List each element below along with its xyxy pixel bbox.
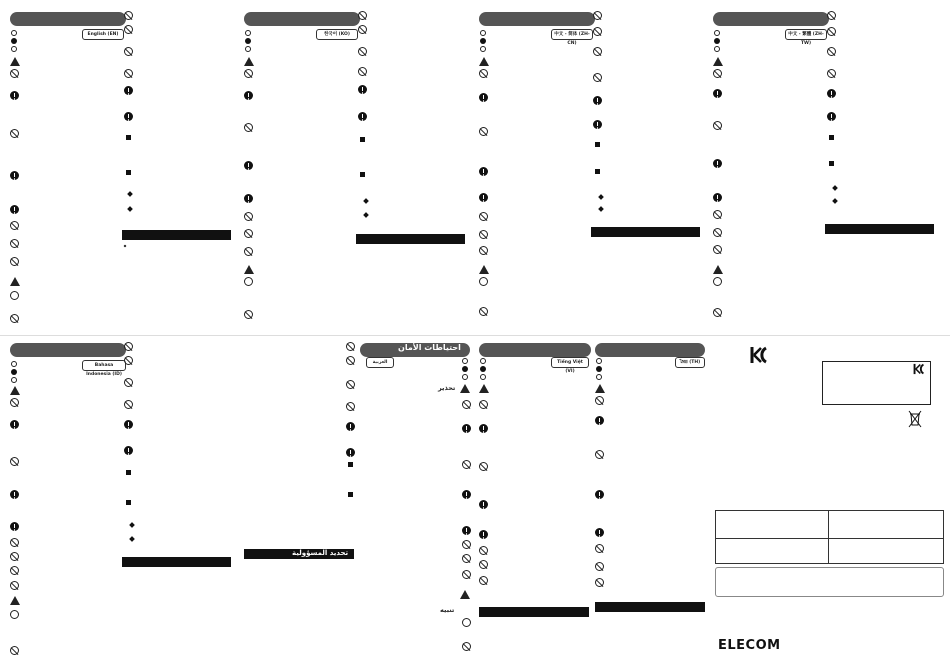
liability-heading: تحديد المسؤولية bbox=[292, 549, 349, 557]
prohibited-icon bbox=[462, 642, 471, 651]
mandatory-icon bbox=[462, 526, 471, 535]
mandatory-icon bbox=[479, 193, 488, 202]
section-title-bar bbox=[479, 607, 589, 617]
language-label: العربية bbox=[366, 357, 394, 368]
prohibited-icon bbox=[479, 246, 488, 255]
prohibited-icon bbox=[358, 67, 367, 76]
caution-icon bbox=[11, 46, 17, 52]
mandatory-icon bbox=[10, 420, 19, 429]
mandatory-icon bbox=[713, 159, 722, 168]
mandatory-icon bbox=[827, 89, 836, 98]
language-label: 한국어 (KO) bbox=[316, 29, 358, 40]
prohibited-icon bbox=[462, 540, 471, 549]
language-label: ไทย (TH) bbox=[675, 357, 705, 368]
prohibited-icon bbox=[11, 361, 17, 367]
language-label: Tiếng Việt (VI) bbox=[551, 357, 589, 368]
section-bullet bbox=[595, 169, 600, 174]
safety-precautions-title: احتياطات الأمان bbox=[398, 343, 461, 352]
mandatory-icon bbox=[593, 96, 602, 105]
prohibited-icon bbox=[479, 576, 488, 585]
prohibited-icon bbox=[479, 212, 488, 221]
panel-arabic-left bbox=[242, 340, 356, 660]
prohibited-icon bbox=[10, 257, 19, 266]
mandatory-icon bbox=[713, 89, 722, 98]
prohibited-icon bbox=[714, 30, 720, 36]
mandatory-icon bbox=[10, 490, 19, 499]
prohibited-icon bbox=[596, 358, 602, 364]
prohibited-icon bbox=[10, 221, 19, 230]
kc-mark-small-icon bbox=[912, 362, 926, 376]
warning-triangle-icon bbox=[713, 57, 723, 66]
prohibited-icon bbox=[827, 69, 836, 78]
mandatory-icon bbox=[596, 366, 602, 372]
mandatory-icon bbox=[244, 91, 253, 100]
mandatory-icon bbox=[462, 366, 468, 372]
prohibited-icon bbox=[595, 450, 604, 459]
mandatory-icon bbox=[595, 416, 604, 425]
prohibited-icon bbox=[10, 581, 19, 590]
prohibited-icon bbox=[10, 398, 19, 407]
mandatory-icon bbox=[124, 446, 133, 455]
prohibited-icon bbox=[479, 307, 488, 316]
section-bullet bbox=[829, 135, 834, 140]
language-label: Bahasa Indonesia (ID) bbox=[82, 360, 126, 371]
caution-icon bbox=[10, 610, 19, 619]
mandatory-icon bbox=[124, 86, 133, 95]
prohibited-icon bbox=[462, 460, 471, 469]
prohibited-icon bbox=[595, 578, 604, 587]
warning-triangle-icon bbox=[244, 57, 254, 66]
list-bullet bbox=[363, 212, 369, 218]
caution-icon bbox=[10, 291, 19, 300]
warning-triangle-icon bbox=[713, 265, 723, 274]
prohibited-icon bbox=[124, 25, 133, 34]
prohibited-icon bbox=[593, 73, 602, 82]
prohibited-icon bbox=[124, 47, 133, 56]
warning-triangle-icon bbox=[479, 265, 489, 274]
warning-triangle-icon bbox=[10, 596, 20, 605]
mandatory-icon bbox=[245, 38, 251, 44]
prohibited-icon bbox=[827, 11, 836, 20]
mandatory-icon bbox=[480, 38, 486, 44]
caution-icon bbox=[462, 618, 471, 627]
caution-icon bbox=[244, 277, 253, 286]
panel-header-bar bbox=[10, 343, 126, 357]
prohibited-icon bbox=[713, 121, 722, 130]
kc-mark-icon bbox=[748, 344, 770, 366]
prohibited-icon bbox=[244, 247, 253, 256]
mandatory-icon bbox=[462, 424, 471, 433]
table-divider-horizontal bbox=[715, 538, 943, 539]
warning-triangle-icon bbox=[595, 384, 605, 393]
list-bullet bbox=[832, 198, 838, 204]
table-divider-vertical bbox=[828, 510, 829, 563]
panel-thai bbox=[593, 340, 707, 660]
prohibited-icon bbox=[244, 212, 253, 221]
warning-triangle-icon bbox=[479, 384, 489, 393]
weee-bin-icon bbox=[908, 410, 922, 428]
panel-header-bar bbox=[10, 12, 126, 26]
section-title-bar bbox=[825, 224, 934, 234]
caution-heading: تنبيه bbox=[440, 606, 455, 614]
mandatory-icon bbox=[11, 38, 17, 44]
section-title-bar bbox=[591, 227, 700, 237]
warning-triangle-icon bbox=[244, 265, 254, 274]
prohibited-icon bbox=[713, 69, 722, 78]
prohibited-icon bbox=[713, 245, 722, 254]
notice-box bbox=[715, 567, 944, 597]
prohibited-icon bbox=[462, 358, 468, 364]
prohibited-icon bbox=[827, 27, 836, 36]
section-bullet bbox=[126, 500, 131, 505]
panel-vietnamese bbox=[477, 340, 591, 660]
warning-triangle-icon bbox=[10, 386, 20, 395]
list-bullet bbox=[124, 245, 127, 248]
prohibited-icon bbox=[124, 342, 133, 351]
prohibited-icon bbox=[10, 552, 19, 561]
mandatory-icon bbox=[10, 522, 19, 531]
prohibited-icon bbox=[480, 358, 486, 364]
prohibited-icon bbox=[124, 11, 133, 20]
prohibited-icon bbox=[346, 380, 355, 389]
info-table bbox=[715, 510, 944, 564]
prohibited-icon bbox=[595, 396, 604, 405]
section-bullet bbox=[360, 172, 365, 177]
list-bullet bbox=[129, 536, 135, 542]
caution-icon bbox=[596, 374, 602, 380]
panel-arabic-right bbox=[358, 340, 472, 660]
prohibited-icon bbox=[595, 562, 604, 571]
prohibited-icon bbox=[244, 229, 253, 238]
section-bullet bbox=[348, 492, 353, 497]
panel-certification bbox=[714, 340, 944, 670]
elecom-logo: ELECOM bbox=[718, 638, 781, 653]
prohibited-icon bbox=[593, 11, 602, 20]
mandatory-icon bbox=[479, 530, 488, 539]
mandatory-icon bbox=[358, 85, 367, 94]
prohibited-icon bbox=[358, 25, 367, 34]
prohibited-icon bbox=[10, 646, 19, 655]
mandatory-icon bbox=[124, 112, 133, 121]
panel-header-bar bbox=[244, 12, 360, 26]
prohibited-icon bbox=[827, 47, 836, 56]
prohibited-icon bbox=[358, 47, 367, 56]
prohibited-icon bbox=[462, 400, 471, 409]
caution-icon bbox=[462, 374, 468, 380]
prohibited-icon bbox=[10, 457, 19, 466]
prohibited-icon bbox=[244, 69, 253, 78]
prohibited-icon bbox=[479, 230, 488, 239]
mandatory-icon bbox=[595, 490, 604, 499]
mandatory-icon bbox=[244, 194, 253, 203]
prohibited-icon bbox=[346, 342, 355, 351]
mandatory-icon bbox=[479, 167, 488, 176]
prohibited-icon bbox=[11, 30, 17, 36]
prohibited-icon bbox=[462, 570, 471, 579]
section-bullet bbox=[360, 137, 365, 142]
caution-icon bbox=[245, 46, 251, 52]
panel-header-bar bbox=[479, 343, 591, 357]
section-bullet bbox=[126, 470, 131, 475]
prohibited-icon bbox=[595, 544, 604, 553]
language-label: English (EN) bbox=[82, 29, 124, 40]
section-bullet bbox=[595, 142, 600, 147]
mandatory-icon bbox=[479, 424, 488, 433]
mandatory-icon bbox=[10, 171, 19, 180]
section-bullet bbox=[126, 170, 131, 175]
prohibited-icon bbox=[713, 228, 722, 237]
prohibited-icon bbox=[124, 356, 133, 365]
prohibited-icon bbox=[479, 560, 488, 569]
warning-triangle-icon bbox=[460, 384, 470, 393]
warning-triangle-icon bbox=[479, 57, 489, 66]
section-bullet bbox=[829, 161, 834, 166]
prohibited-icon bbox=[358, 11, 367, 20]
prohibited-icon bbox=[10, 566, 19, 575]
language-label: 中文 - 繁體 (ZH-TW) bbox=[785, 29, 827, 40]
mandatory-icon bbox=[713, 193, 722, 202]
prohibited-icon bbox=[244, 123, 253, 132]
prohibited-icon bbox=[10, 239, 19, 248]
warning-triangle-icon bbox=[460, 590, 470, 599]
mandatory-icon bbox=[593, 120, 602, 129]
prohibited-icon bbox=[244, 310, 253, 319]
mandatory-icon bbox=[358, 112, 367, 121]
mandatory-icon bbox=[244, 161, 253, 170]
prohibited-icon bbox=[10, 129, 19, 138]
list-bullet bbox=[598, 194, 604, 200]
panel-header-bar bbox=[713, 12, 829, 26]
mandatory-icon bbox=[479, 500, 488, 509]
caution-icon bbox=[11, 377, 17, 383]
caution-icon bbox=[479, 277, 488, 286]
prohibited-icon bbox=[462, 554, 471, 563]
panel-english bbox=[8, 9, 234, 329]
prohibited-icon bbox=[124, 69, 133, 78]
caution-icon bbox=[480, 374, 486, 380]
prohibited-icon bbox=[479, 69, 488, 78]
prohibited-icon bbox=[479, 546, 488, 555]
panel-header-bar bbox=[595, 343, 705, 357]
panel-korean bbox=[242, 9, 468, 329]
mandatory-icon bbox=[479, 93, 488, 102]
prohibited-icon bbox=[593, 27, 602, 36]
prohibited-icon bbox=[479, 462, 488, 471]
prohibited-icon bbox=[480, 30, 486, 36]
section-bullet bbox=[348, 462, 353, 467]
section-bullet bbox=[126, 135, 131, 140]
list-bullet bbox=[598, 206, 604, 212]
mandatory-icon bbox=[462, 490, 471, 499]
warning-heading: تحذير bbox=[438, 384, 456, 392]
prohibited-icon bbox=[479, 127, 488, 136]
panel-indonesian bbox=[8, 340, 234, 660]
prohibited-icon bbox=[593, 47, 602, 56]
mandatory-icon bbox=[124, 420, 133, 429]
mandatory-icon bbox=[346, 448, 355, 457]
panel-chinese-simplified bbox=[477, 9, 703, 329]
mandatory-icon bbox=[595, 528, 604, 537]
list-bullet bbox=[127, 206, 133, 212]
mandatory-icon bbox=[714, 38, 720, 44]
caution-icon bbox=[480, 46, 486, 52]
mandatory-icon bbox=[827, 112, 836, 121]
mandatory-icon bbox=[346, 422, 355, 431]
caution-icon bbox=[714, 46, 720, 52]
section-title-bar bbox=[356, 234, 465, 244]
prohibited-icon bbox=[713, 308, 722, 317]
list-bullet bbox=[129, 522, 135, 528]
mandatory-icon bbox=[10, 205, 19, 214]
panel-chinese-traditional bbox=[711, 9, 937, 329]
prohibited-icon bbox=[346, 356, 355, 365]
mandatory-icon bbox=[480, 366, 486, 372]
prohibited-icon bbox=[124, 400, 133, 409]
caution-icon bbox=[713, 277, 722, 286]
section-title-bar bbox=[595, 602, 705, 612]
prohibited-icon bbox=[245, 30, 251, 36]
language-label: 中文 - 简体 (ZH-CN) bbox=[551, 29, 593, 40]
list-bullet bbox=[363, 198, 369, 204]
prohibited-icon bbox=[479, 400, 488, 409]
section-title-bar bbox=[122, 557, 231, 567]
warning-triangle-icon bbox=[10, 57, 20, 66]
mandatory-icon bbox=[11, 369, 17, 375]
warning-triangle-icon bbox=[10, 277, 20, 286]
list-bullet bbox=[127, 191, 133, 197]
panel-divider bbox=[0, 335, 950, 336]
prohibited-icon bbox=[10, 69, 19, 78]
list-bullet bbox=[832, 185, 838, 191]
prohibited-icon bbox=[10, 538, 19, 547]
section-title-bar bbox=[122, 230, 231, 240]
panel-header-bar bbox=[479, 12, 595, 26]
prohibited-icon bbox=[346, 402, 355, 411]
prohibited-icon bbox=[124, 378, 133, 387]
mandatory-icon bbox=[10, 91, 19, 100]
prohibited-icon bbox=[10, 314, 19, 323]
prohibited-icon bbox=[713, 210, 722, 219]
